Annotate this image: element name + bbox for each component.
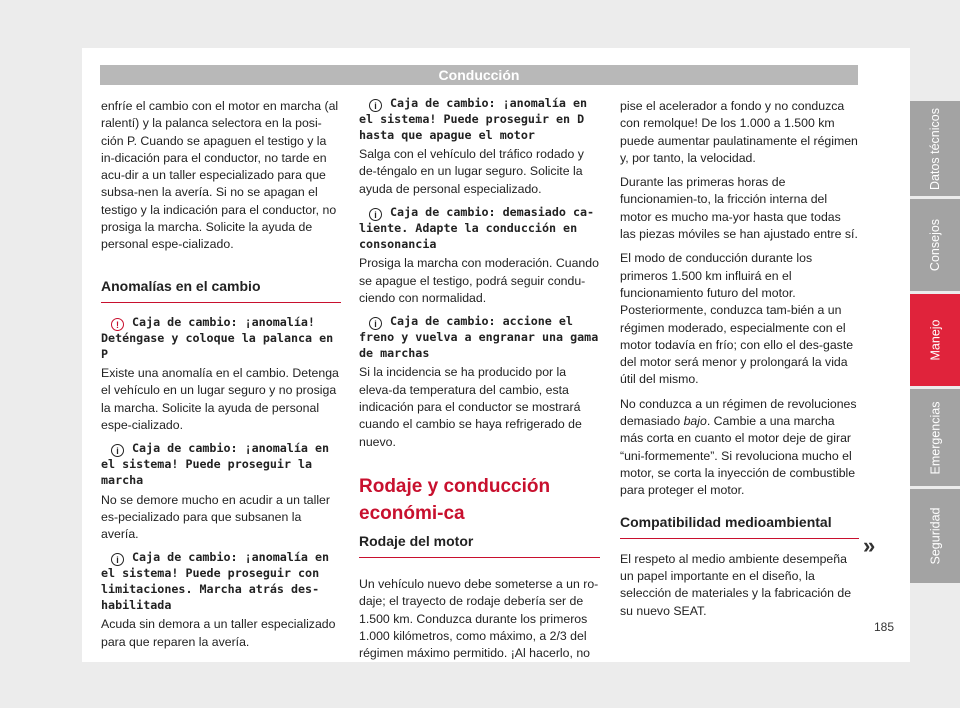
paragraph: pise el acelerador a fondo y no conduzca con remolque! De los 1.000 a 1.500 km puede aumentar paulatinamente el régimen y, por tanto, la velocidad. [620, 99, 858, 165]
column-left [101, 98, 341, 658]
info-circle-icon: i [369, 208, 382, 221]
exclamation-circle-icon: ! [111, 318, 124, 331]
warning-title: i Caja de cambio: accione el freno y vuelva a engranar una gama de marchas [359, 314, 599, 360]
paragraph: El modo de conducción durante los primeros 1.500 km influirá en el funcionamiento futuro del motor. Posteriormente, conduzca tam-bién a un régimen moderado, especialmente con el motor todavía en frío; con ello el des-gaste del motor será menor y prolongará la vida útil del mismo. [620, 251, 854, 387]
paragraph: Un vehículo nuevo debe someterse a un ro-daje; el trayecto de rodaje debería ser de 1.500 km. Conduzca durante los primeros 1.000 kilómetros, como máximo, a 2/3 del régimen máximo permitido. ¡Al hacerlo, no [359, 577, 599, 661]
page-number: 185 [874, 620, 895, 634]
paragraph: No se demore mucho en acudir a un taller es-pecializado para que subsanen la avería. [101, 492, 330, 542]
info-circle-icon: i [111, 553, 124, 566]
tab-manejo[interactable]: Manejo [910, 294, 960, 386]
paragraph: enfríe el cambio con el motor en marcha (al ralentí) y la palanca selectora en la posi-ción P. Cuando se apaguen el testigo y la in-dicación para el conductor, no tarde en acu-dir a un taller especializado para que subsa-nen la avería. Si no se apagan el testigo y la indicación para el conductor, no prosiga la marcha. Solicite la ayuda de personal espe-cializado. [101, 99, 339, 252]
tab-datos-tecnicos[interactable]: Datos técnicos [910, 101, 960, 196]
warning-title: ! Caja de cambio: ¡anomalía! Deténgase y coloque la palanca en P [101, 314, 334, 361]
warning-title: i Caja de cambio: ¡anomalía en el sistema! Puede proseguir con limitaciones. Marcha atrás des-habilitada [101, 550, 330, 612]
tab-seguridad[interactable]: Seguridad [910, 489, 960, 583]
paragraph: Existe una anomalía en el cambio. Detenga el vehículo en un lugar seguro y no prosiga la marcha. Solicite la ayuda de personal espe-cializado. [101, 366, 339, 433]
warning-title: i Caja de cambio: demasiado ca-liente. Adapte la conducción en consonancia [359, 205, 595, 251]
paragraph: Prosiga la marcha con moderación. Cuando se apague el testigo, podrá seguir condu-ciendo con normalidad. [359, 256, 599, 305]
paragraph: Salga con el vehículo del tráfico rodado y de-téngalo en un lugar seguro. Solicite la ayuda de personal especializado. [359, 147, 584, 196]
warning-title: i Caja de cambio: ¡anomalía en el sistema! Puede proseguir en D hasta que apague el motor [359, 96, 588, 142]
column-middle [359, 96, 600, 670]
info-circle-icon: i [369, 317, 382, 330]
warning-title: i Caja de cambio: ¡anomalía en el sistema! Puede proseguir la marcha [101, 441, 330, 487]
tab-emergencias[interactable]: Emergencias [910, 389, 960, 486]
paragraph: Si la incidencia se ha producido por la eleva-da temperatura del cambio, esta indicación para el conductor se mostrará cuando el cambio se haya refrigerado de nuevo. [359, 365, 582, 449]
tab-consejos[interactable]: Consejos [910, 199, 960, 291]
info-circle-icon: i [111, 444, 124, 457]
chapter-heading: Rodaje y conducción económi-ca [359, 475, 551, 524]
paragraph: Acuda sin demora a un taller especializado para que reparen la avería. [101, 617, 336, 649]
next-page-arrow-icon: » [863, 533, 876, 558]
paragraph: Durante las primeras horas de funcionamien-to, la fricción interna del motor es mucho ma-yor hasta que todas las piezas móviles se han ajustado entre sí. [620, 175, 858, 242]
page-header-title: Conducción [100, 65, 858, 85]
section-heading-rodaje: Rodaje del motor [359, 533, 600, 558]
info-circle-icon: i [369, 99, 382, 112]
paragraph: El respeto al medio ambiente desempeña un papel importante en el diseño, la selección de materiales y la fabricación de su nuevo SEAT. [620, 551, 852, 618]
section-heading-medioambiental: Compatibilidad medioambiental [620, 514, 859, 539]
section-heading-anomalias: Anomalías en el cambio [101, 278, 341, 303]
paragraph: No conduzca a un régimen de revoluciones demasiado bajo. Cambie a una marcha más corta en cuanto el motor deje de girar “uni-formemente”. Si revoluciona mucho el motor, se corta la inyección de combustible para proteger el motor. [620, 396, 857, 498]
column-right [620, 98, 859, 627]
chapter-tabs [910, 0, 960, 708]
